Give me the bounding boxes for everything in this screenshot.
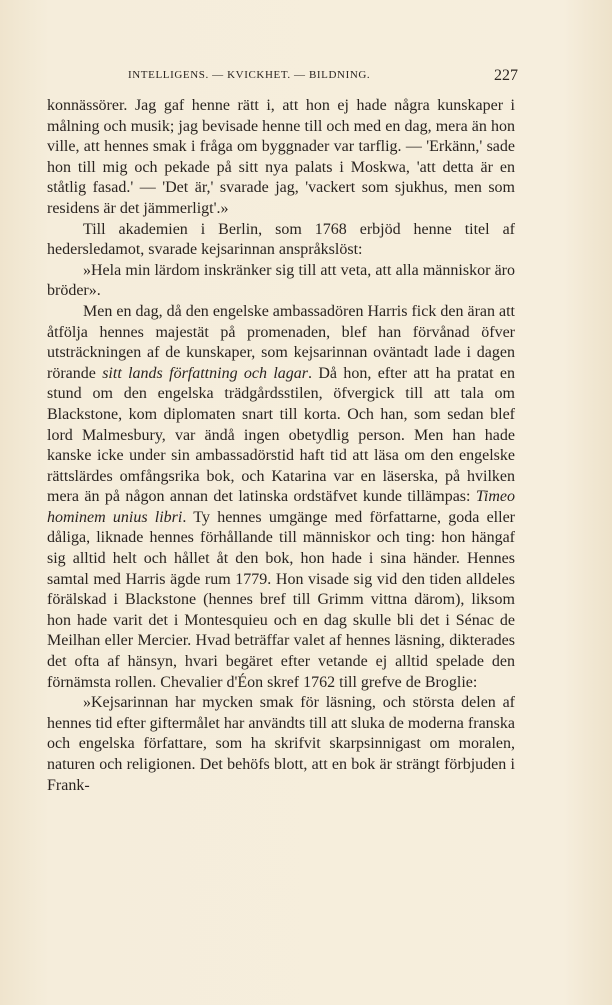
text-run: . Då hon, efter att ha pratat en stund om den engelska trädgårdsstilen, öfvergick till att tala om Blackstone, kom diplomaten snart till korta. Och han, som sedan blef lord Malmesbury, var ändå ingen obetydlig person. Men han hade kanske icke under sin ambassadörstid haft tid att läsa om den engelske rättslärdes omfångsrika bok, och Katarina var en läserska, på hvilken mera än på någon annan det latinska ordstäfvet kunde tillämpas: [47,364,515,506]
italic-phrase: sitt lands författning och lagar [102,364,309,382]
paragraph: »Hela min lärdom inskränker sig till att veta, att alla människor äro bröder». [47,261,515,300]
running-head [50,67,518,87]
paragraph [47,302,515,693]
page-number: 227 [494,67,518,84]
italic-phrase: Timeo hominem unius libri [47,488,515,526]
text-run: . Ty hennes umgänge med författarne, goda eller dåliga, liknade hennes förhållande till människor och ting: hon hängaf sig alltid helt och hållet åt den bok, hon hade i sina händer. Hennes samtal med Harris ägde rum 1779. Hon visade sig vid den tiden alldeles förälskad i Blackstone (hennes bref till Grimm vittna därom), liksom hon hade varit det i Montesquieu och en dag skulle bli det i Sénac de Meilhan eller Mercier. Hvad beträffar valet af hennes läsning, dikterades det ofta af hänsyn, hvari begäret efter vetande ej alltid spelade den förnämsta rollen. Chevalier d'Éon skref 1762 till grefve de Broglie: [47,508,515,691]
paragraph: konnässörer. Jag gaf henne rätt i, att hon ej hade några kunskaper i målning och musik; jag bevisade henne till och med en dag, mera än hon ville, att hennes smak i fråga om byggnader var tarflig. — 'Erkänn,' sade hon till mig och pekade på sitt nya palats i Moskwa, 'att detta är en ståtlig fasad.' — 'Det är,' svarade jag, 'vackert som sjukhus, men som residens är det jämmerligt'.» [47,97,515,217]
paragraph: »Kejsarinnan har mycken smak för läsning, och största delen af hennes tid efter giftermålet har användts till att sluka de moderna franska och engelska författare, som ha skrifvit skarpsinnigast om moralen, naturen och religionen. Det behöfs blott, att en bok är strängt förbjuden i Frank- [47,694,515,794]
text-run: Men en dag, då den engelske ambassadören Harris fick den äran att åtfölja hennes majestät på promenaden, blef han förvånad öfver utsträckningen af de kunskaper, som kejsarinnan oväntadt lade i dagen rörande [47,302,515,382]
body-text [47,96,515,796]
paragraph: Till akademien i Berlin, som 1768 erbjöd henne titel af hedersledamot, svarade kejsarinnan anspråkslöst: [47,220,515,259]
running-head-title: INTELLIGENS. — KVICKHET. — BILDNING. [128,69,371,81]
